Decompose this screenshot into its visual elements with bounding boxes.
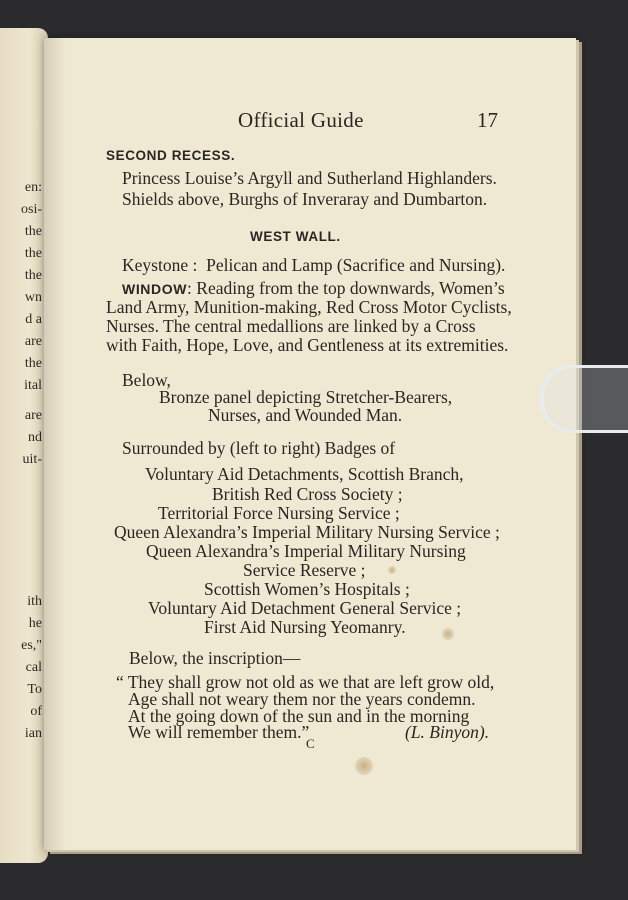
badge-line: Voluntary Aid Detachments, Scottish Branch, xyxy=(145,464,464,484)
panel-line: Nurses, and Wounded Man. xyxy=(208,405,403,425)
badge-line: Territorial Force Nursing Service ; xyxy=(158,503,400,523)
badge-line: Queen Alexandra’s Imperial Military Nursing xyxy=(146,541,466,561)
inscription-intro: Below, the inscription— xyxy=(129,648,301,668)
keystone-text: Pelican and Lamp (Sacrifice and Nursing). xyxy=(206,255,506,275)
facing-page-fragment: he xyxy=(28,616,42,631)
panel-line: Bronze panel depicting Stretcher-Bearers, xyxy=(159,387,453,407)
badge-line: British Red Cross Society ; xyxy=(212,484,403,504)
badge-line: First Aid Nursing Yeomanry. xyxy=(204,617,406,637)
badge-line: Service Reserve ; xyxy=(243,560,366,580)
facing-page-fragment: the xyxy=(24,246,42,261)
facing-page-fragment: are xyxy=(24,408,42,423)
surrounded-line: Surrounded by (left to right) Badges of xyxy=(122,438,396,458)
body-line: Princess Louise’s Argyll and Sutherland Highlanders. xyxy=(122,168,497,188)
badge-line: Voluntary Aid Detachment General Service ; xyxy=(148,598,462,618)
signature-mark: C xyxy=(306,736,315,751)
running-header-title: Official Guide xyxy=(238,108,364,132)
body-line: Land Army, Munition-making, Red Cross Motor Cyclists, xyxy=(106,297,512,317)
attribution: (L. Binyon). xyxy=(405,722,490,742)
window-label: WINDOW xyxy=(122,281,188,297)
second-recess-heading: SECOND RECESS. xyxy=(106,148,236,163)
foxing-spot xyxy=(355,757,373,775)
facing-page-fragment: uit- xyxy=(22,452,42,467)
keystone-line xyxy=(122,255,505,276)
facing-page xyxy=(0,28,48,863)
facing-page-fragment: osi- xyxy=(21,202,42,217)
keystone-label: Keystone : xyxy=(122,255,198,275)
foxing-spot xyxy=(442,628,454,640)
facing-page-fragment: wn xyxy=(24,290,42,305)
window-text: : Reading from the top downwards, Women’s xyxy=(187,278,505,298)
below-label: Below, xyxy=(122,370,171,390)
facing-page-fragment: ian xyxy=(24,726,42,741)
inscription-line: At the going down of the sun and in the morning xyxy=(128,706,470,726)
inscription-line: Age shall not weary them nor the years condemn. xyxy=(128,689,476,709)
window-line xyxy=(122,278,505,299)
facing-page-fragment: the xyxy=(24,356,42,371)
facing-page-fragment: the xyxy=(24,224,42,239)
badge-line: Scottish Women’s Hospitals ; xyxy=(204,579,410,599)
body-line: with Faith, Hope, Love, and Gentleness at its extremities. xyxy=(106,335,509,355)
facing-page-fragment: of xyxy=(30,704,42,719)
facing-page-fragment: ith xyxy=(27,594,42,609)
inscription-line: “ They shall grow not old as we that are left grow old, xyxy=(116,672,495,692)
body-line: Shields above, Burghs of Inveraray and Dumbarton. xyxy=(122,189,488,209)
facing-page-fragment: en: xyxy=(24,180,42,195)
west-wall-heading: WEST WALL. xyxy=(250,229,341,244)
badge-line: Queen Alexandra’s Imperial Military Nursing Service ; xyxy=(114,522,500,542)
facing-page-fragment: cal xyxy=(25,660,42,675)
foxing-spot xyxy=(388,566,396,574)
facing-page-fragment: nd xyxy=(28,430,42,445)
page-gutter-shadow xyxy=(44,38,66,850)
facing-page-fragment: the xyxy=(24,268,42,283)
paper-clip xyxy=(540,365,628,433)
facing-page-fragment: d a xyxy=(25,312,42,327)
facing-page-fragment: ital xyxy=(24,378,42,393)
page-number: 17 xyxy=(477,108,498,132)
inscription-line: We will remember them.” xyxy=(128,722,310,742)
facing-page-fragment: To xyxy=(27,682,42,697)
body-line: Nurses. The central medallions are linked by a Cross xyxy=(106,316,476,336)
facing-page-fragment: es," xyxy=(21,638,42,653)
facing-page-fragment: are xyxy=(24,334,42,349)
